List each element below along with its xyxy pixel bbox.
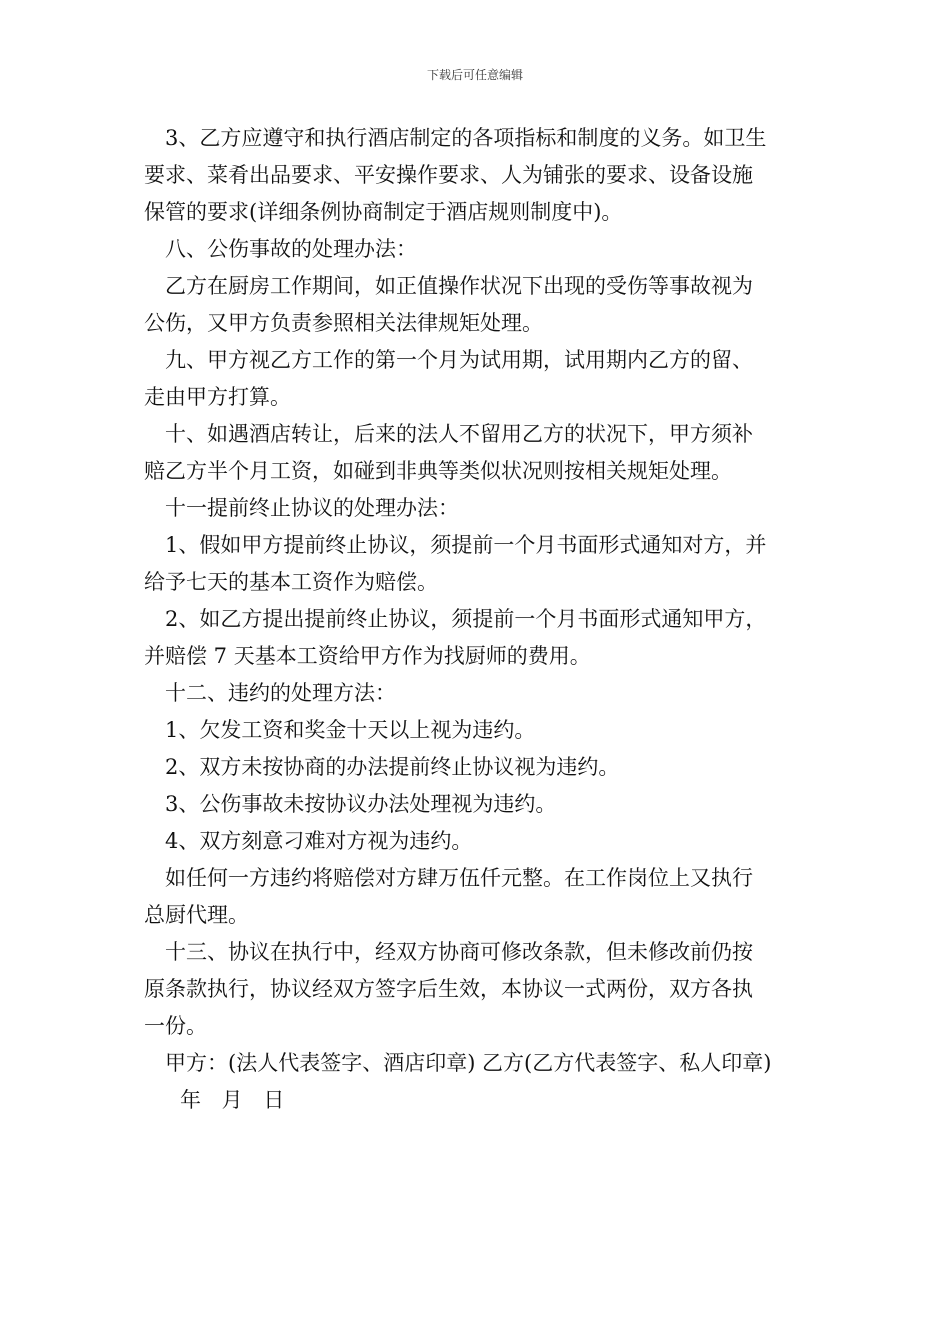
section-heading [144, 490, 810, 527]
text-line: 2、双方未按协商的办法提前终止协议视为违约。 [165, 755, 620, 779]
clause-paragraph [144, 601, 810, 675]
clause-paragraph [144, 860, 810, 934]
text-line: 3、乙方应遵守和执行酒店制定的各项指标和制度的义务。如卫生 [165, 126, 767, 150]
date-line [144, 1082, 810, 1119]
text-line: 甲方：(法人代表签字、酒店印章) 乙方(乙方代表签字、私人印章) [165, 1051, 772, 1075]
text-line: 十一提前终止协议的处理办法： [165, 496, 459, 520]
text-line: 总厨代理。 [144, 903, 249, 927]
clause-paragraph [144, 934, 810, 1045]
document-body [144, 120, 810, 1119]
text-line: 如任何一方违约将赔偿对方肆万伍仟元整。在工作岗位上又执行 [165, 866, 753, 890]
text-line: 要求、菜肴出品要求、平安操作要求、人为铺张的要求、设备设施 [144, 163, 753, 187]
list-item [144, 823, 810, 860]
text-line: 十二、违约的处理方法： [165, 681, 396, 705]
text-line: 原条款执行，协议经双方签字后生效，本协议一式两份，双方各执 [144, 977, 753, 1001]
clause-paragraph [144, 120, 810, 231]
clause-paragraph [144, 268, 810, 342]
text-line: 4、双方刻意刁难对方视为违约。 [165, 829, 473, 853]
text-line: 一份。 [144, 1014, 207, 1038]
signature-line [144, 1045, 810, 1082]
text-line: 并赔偿 7 天基本工资给甲方作为找厨师的费用。 [144, 644, 591, 668]
text-line: 1、假如甲方提前终止协议，须提前一个月书面形式通知对方，并 [165, 533, 767, 557]
text-line: 1、欠发工资和奖金十天以上视为违约。 [165, 718, 536, 742]
text-line: 九、甲方视乙方工作的第一个月为试用期，试用期内乙方的留、 [165, 348, 753, 372]
text-line: 赔乙方半个月工资，如碰到非典等类似状况则按相关规矩处理。 [144, 459, 732, 483]
text-line: 十、如遇酒店转让，后来的法人不留用乙方的状况下，甲方须补 [165, 422, 753, 446]
text-line: 保管的要求(详细条例协商制定于酒店规则制度中)。 [144, 200, 623, 224]
list-item [144, 786, 810, 823]
date-text: 年 月 日 [180, 1088, 285, 1112]
text-line: 走由甲方打算。 [144, 385, 291, 409]
text-line: 2、如乙方提出提前终止协议，须提前一个月书面形式通知甲方， [165, 607, 767, 631]
text-line: 给予七天的基本工资作为赔偿。 [144, 570, 438, 594]
clause-paragraph [144, 527, 810, 601]
clause-paragraph [144, 342, 810, 416]
section-heading [144, 675, 810, 712]
text-line: 八、公伤事故的处理办法： [165, 237, 417, 261]
text-line: 乙方在厨房工作期间，如正值操作状况下出现的受伤等事故视为 [165, 274, 753, 298]
text-line: 十三、协议在执行中，经双方协商可修改条款，但未修改前仍按 [165, 940, 753, 964]
text-line: 公伤，又甲方负责参照相关法律规矩处理。 [144, 311, 543, 335]
text-line: 3、公伤事故未按协议办法处理视为违约。 [165, 792, 557, 816]
list-item [144, 749, 810, 786]
section-heading [144, 231, 810, 268]
page-header-note: 下载后可任意编辑 [426, 68, 523, 82]
clause-paragraph [144, 416, 810, 490]
list-item [144, 712, 810, 749]
